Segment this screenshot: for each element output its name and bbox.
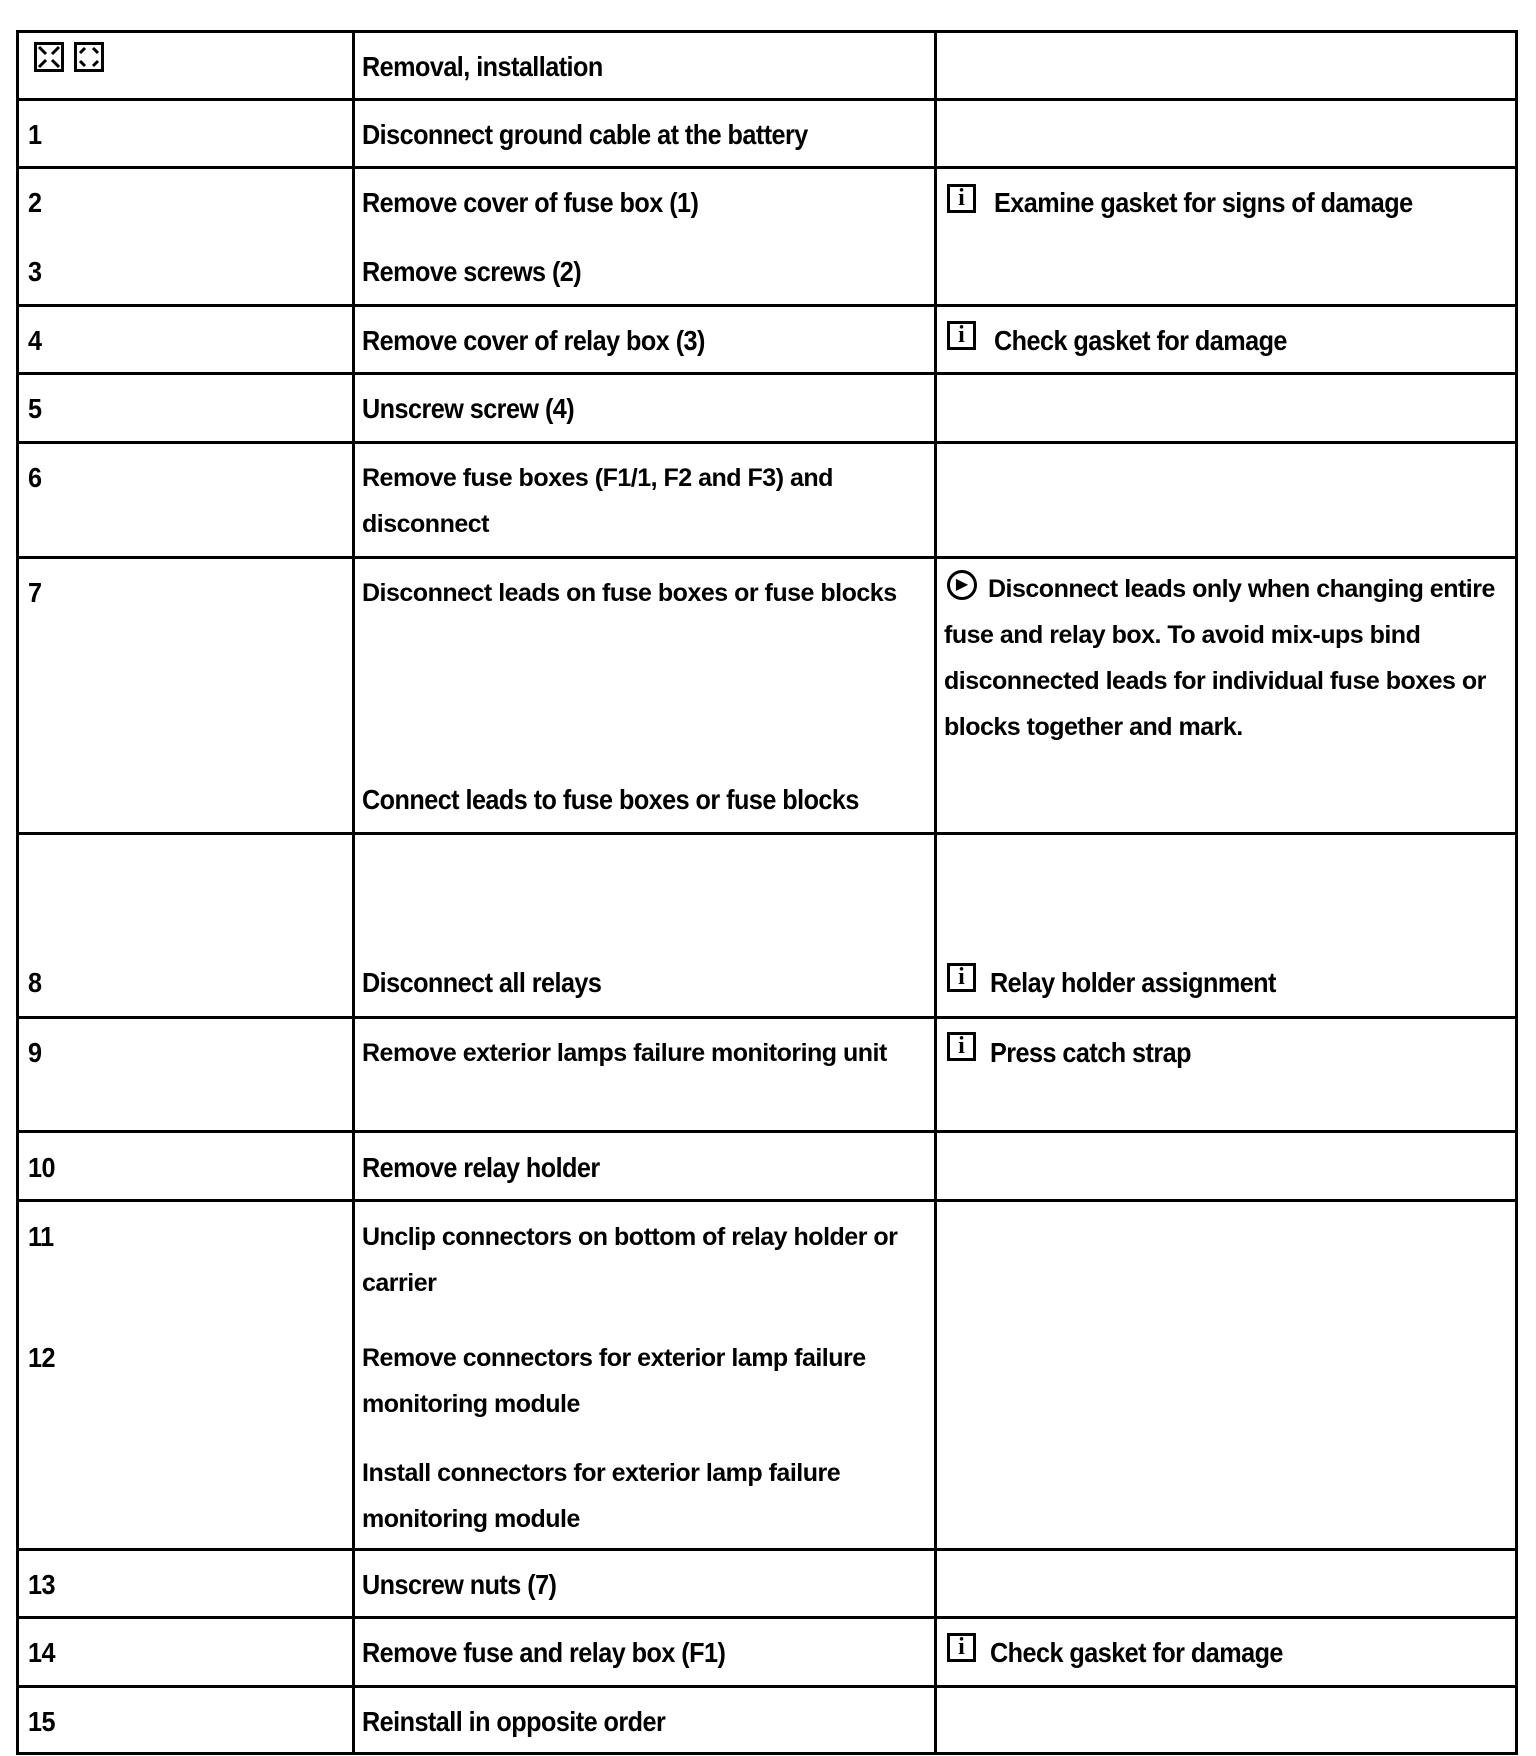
step-number: 15 [28,1706,55,1737]
row-divider [16,1616,1518,1619]
step-number: 4 [28,325,42,356]
table-border-right [1515,30,1518,1755]
row-divider [16,1685,1518,1688]
step-number: 6 [28,462,42,493]
info-icon: i [947,963,976,992]
row-divider [16,1016,1518,1019]
info-icon: i [947,1032,976,1061]
step-text: Disconnect ground cable at the battery [362,119,808,150]
step-text: Install connectors for exterior lamp failure monitoring module [362,1459,841,1533]
note-text: Check gasket for damage [990,1637,1283,1668]
note-text: Check gasket for damage [994,325,1287,356]
step-number: 10 [28,1152,55,1183]
row-divider [16,556,1518,559]
row-divider [16,166,1518,169]
step-text: Remove fuse boxes (F1/1, F2 and F3) and disconnect [362,464,833,538]
step-number: 5 [28,393,42,424]
step-text: Remove screws (2) [362,256,582,287]
step-text: Unclip connectors on bottom of relay holder or carrier [362,1223,898,1297]
column-divider [352,30,355,1755]
step-number: 14 [28,1637,55,1668]
table-border-top [16,30,1518,33]
step-number: 9 [28,1037,42,1068]
step-text: Remove relay holder [362,1152,600,1183]
install-icon [74,42,104,72]
row-divider [16,441,1518,444]
note-text: Relay holder assignment [990,967,1276,998]
step-number: 13 [28,1569,55,1600]
table-border-left [16,30,19,1755]
row-divider [16,98,1518,101]
step-number: 3 [28,256,42,287]
step-text: Remove cover of relay box (3) [362,325,705,356]
step-text: Connect leads to fuse boxes or fuse blocks [362,784,859,815]
step-text: Remove exterior lamps failure monitoring unit [362,1039,887,1067]
note-text: Press catch strap [990,1037,1191,1068]
step-text: Unscrew screw (4) [362,393,575,424]
step-number: 1 [28,119,42,150]
table-border-bottom [16,1752,1518,1755]
step-text: Remove connectors for exterior lamp failure monitoring module [362,1344,866,1418]
step-number: 7 [28,577,42,608]
column-divider [934,30,937,1755]
note-text: Examine gasket for signs of damage [994,187,1413,218]
note-text: Disconnect leads only when changing entire fuse and relay box. To avoid mix-ups bind disconnected leads for individual fuse boxes or blocks together and mark. [944,575,1495,741]
step-text: Unscrew nuts (7) [362,1569,557,1600]
step-number: 8 [28,967,42,998]
step-text: Disconnect all relays [362,967,602,998]
step-text: Disconnect leads on fuse boxes or fuse blocks [362,579,897,607]
step-text: Remove fuse and relay box (F1) [362,1637,726,1668]
remove-icon [34,42,64,72]
info-icon: i [947,184,976,213]
step-number: 11 [28,1221,54,1252]
step-number: 12 [28,1342,55,1373]
attention-icon: ▶ [947,570,977,600]
row-divider [16,304,1518,307]
row-divider [16,1199,1518,1202]
step-text: Reinstall in opposite order [362,1706,666,1737]
header-title: Removal, installation [362,51,603,82]
step-number: 2 [28,187,42,218]
row-divider [16,1130,1518,1133]
row-divider [16,832,1518,835]
row-divider [16,1548,1518,1551]
row-divider [16,372,1518,375]
step-text: Remove cover of fuse box (1) [362,187,699,218]
info-icon: i [947,1633,976,1662]
info-icon: i [947,321,976,350]
